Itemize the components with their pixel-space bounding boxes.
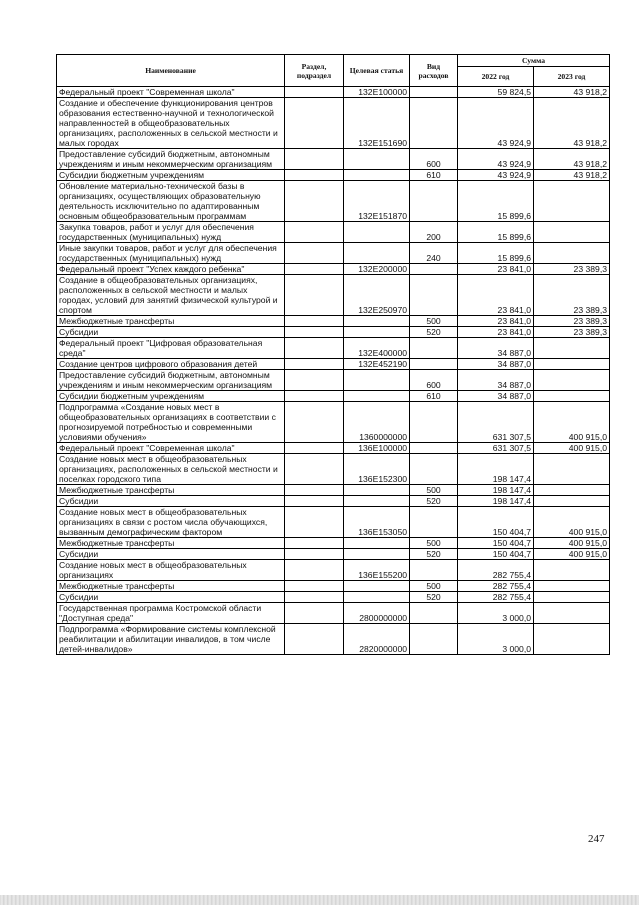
row-section bbox=[285, 149, 344, 170]
table-row bbox=[57, 485, 610, 496]
row-expense-type bbox=[410, 264, 458, 275]
row-sum-2023: 400 915,0 bbox=[534, 402, 610, 443]
row-sum-2022: 15 899,6 bbox=[458, 181, 534, 222]
header-year-2023: 2023 год bbox=[534, 67, 610, 87]
row-sum-2023 bbox=[534, 592, 610, 603]
row-name: Создание центров цифрового образования детей bbox=[57, 359, 285, 370]
header-sum: Сумма bbox=[458, 55, 610, 67]
row-expense-type: 500 bbox=[410, 538, 458, 549]
row-name: Субсидии бюджетным учреждениям bbox=[57, 170, 285, 181]
row-section bbox=[285, 485, 344, 496]
row-expense-type: 500 bbox=[410, 581, 458, 592]
row-expense-type bbox=[410, 181, 458, 222]
table-row bbox=[57, 507, 610, 538]
row-section bbox=[285, 560, 344, 581]
table-row bbox=[57, 581, 610, 592]
table-row bbox=[57, 316, 610, 327]
row-sum-2022: 34 887,0 bbox=[458, 359, 534, 370]
row-expense-type bbox=[410, 338, 458, 359]
row-expense-type bbox=[410, 359, 458, 370]
row-section bbox=[285, 181, 344, 222]
row-sum-2022: 198 147,4 bbox=[458, 485, 534, 496]
row-name: Межбюджетные трансферты bbox=[57, 538, 285, 549]
table-row bbox=[57, 391, 610, 402]
row-expense-type: 200 bbox=[410, 222, 458, 243]
row-expense-type: 240 bbox=[410, 243, 458, 264]
row-name: Федеральный проект "Современная школа" bbox=[57, 443, 285, 454]
header-name: Наименование bbox=[57, 55, 285, 87]
row-sum-2022: 150 404,7 bbox=[458, 549, 534, 560]
table-row bbox=[57, 275, 610, 316]
row-expense-type: 520 bbox=[410, 592, 458, 603]
table-row bbox=[57, 624, 610, 655]
row-sum-2022: 34 887,0 bbox=[458, 338, 534, 359]
row-name: Обновление материально-технической базы в организациях, осуществляющих образовательную деятельность исключительно по адаптированным основным общеобразовательным программам bbox=[57, 181, 285, 222]
row-section bbox=[285, 549, 344, 560]
row-section bbox=[285, 275, 344, 316]
row-expense-type: 520 bbox=[410, 549, 458, 560]
table-row bbox=[57, 149, 610, 170]
row-expense-type: 520 bbox=[410, 496, 458, 507]
table-row bbox=[57, 538, 610, 549]
row-name: Предоставление субсидий бюджетным, автономным учреждениям и иным некоммерческим организациям bbox=[57, 370, 285, 391]
row-name: Федеральный проект "Цифровая образовательная среда" bbox=[57, 338, 285, 359]
row-name: Создание в общеобразовательных организациях, расположенных в сельской местности и малых городах, условий для занятий физической культурой и спортом bbox=[57, 275, 285, 316]
row-sum-2022: 150 404,7 bbox=[458, 507, 534, 538]
row-expense-type bbox=[410, 603, 458, 624]
row-section bbox=[285, 581, 344, 592]
row-target: 132E151870 bbox=[344, 181, 410, 222]
table-row bbox=[57, 87, 610, 98]
row-name: Создание новых мест в общеобразовательных организациях bbox=[57, 560, 285, 581]
row-target bbox=[344, 327, 410, 338]
row-target bbox=[344, 592, 410, 603]
row-sum-2023: 400 915,0 bbox=[534, 507, 610, 538]
table-row bbox=[57, 443, 610, 454]
table-row bbox=[57, 327, 610, 338]
row-expense-type: 610 bbox=[410, 391, 458, 402]
header-expense-type: Вид расходов bbox=[410, 55, 458, 87]
row-name: Субсидии bbox=[57, 549, 285, 560]
row-sum-2023 bbox=[534, 359, 610, 370]
header-section: Раздел, подраздел bbox=[285, 55, 344, 87]
row-section bbox=[285, 592, 344, 603]
row-name: Межбюджетные трансферты bbox=[57, 316, 285, 327]
row-name: Иные закупки товаров, работ и услуг для обеспечения государственных (муниципальных) нужд bbox=[57, 243, 285, 264]
row-section bbox=[285, 496, 344, 507]
table-row bbox=[57, 222, 610, 243]
row-sum-2022: 150 404,7 bbox=[458, 538, 534, 549]
row-section bbox=[285, 359, 344, 370]
row-section bbox=[285, 391, 344, 402]
row-section bbox=[285, 402, 344, 443]
row-sum-2023: 23 389,3 bbox=[534, 275, 610, 316]
row-name: Создание новых мест в общеобразовательных организациях, расположенных в сельской местности и поселках городского типа bbox=[57, 454, 285, 485]
row-sum-2023 bbox=[534, 391, 610, 402]
row-section bbox=[285, 316, 344, 327]
row-section bbox=[285, 98, 344, 149]
header-target: Целевая статья bbox=[344, 55, 410, 87]
table-body bbox=[57, 87, 610, 655]
row-expense-type: 600 bbox=[410, 370, 458, 391]
row-sum-2023: 43 918,2 bbox=[534, 98, 610, 149]
row-sum-2022: 43 924,9 bbox=[458, 149, 534, 170]
row-sum-2023 bbox=[534, 560, 610, 581]
row-sum-2022: 15 899,6 bbox=[458, 222, 534, 243]
row-target: 132E100000 bbox=[344, 87, 410, 98]
row-expense-type bbox=[410, 507, 458, 538]
row-sum-2022: 282 755,4 bbox=[458, 592, 534, 603]
row-section bbox=[285, 243, 344, 264]
row-sum-2022: 23 841,0 bbox=[458, 327, 534, 338]
row-sum-2023 bbox=[534, 485, 610, 496]
row-target bbox=[344, 170, 410, 181]
row-target: 2800000000 bbox=[344, 603, 410, 624]
table-row bbox=[57, 243, 610, 264]
table-row bbox=[57, 560, 610, 581]
row-sum-2022: 23 841,0 bbox=[458, 316, 534, 327]
row-sum-2023 bbox=[534, 496, 610, 507]
row-target: 132E151690 bbox=[344, 98, 410, 149]
row-sum-2022: 34 887,0 bbox=[458, 391, 534, 402]
row-target: 136E100000 bbox=[344, 443, 410, 454]
row-name: Подпрограмма «Формирование системы комплексной реабилитации и абилитации инвалидов, в том числе детей-инвалидов» bbox=[57, 624, 285, 655]
row-expense-type bbox=[410, 443, 458, 454]
row-section bbox=[285, 443, 344, 454]
scan-edge-strip bbox=[0, 895, 639, 905]
row-section bbox=[285, 624, 344, 655]
row-sum-2022: 43 924,9 bbox=[458, 170, 534, 181]
row-sum-2023: 23 389,3 bbox=[534, 316, 610, 327]
table-row bbox=[57, 402, 610, 443]
row-expense-type: 500 bbox=[410, 485, 458, 496]
row-sum-2022: 23 841,0 bbox=[458, 275, 534, 316]
row-sum-2023 bbox=[534, 370, 610, 391]
row-sum-2023 bbox=[534, 181, 610, 222]
row-section bbox=[285, 264, 344, 275]
row-target: 132E200000 bbox=[344, 264, 410, 275]
row-name: Государственная программа Костромской области "Доступная среда" bbox=[57, 603, 285, 624]
row-section bbox=[285, 454, 344, 485]
table-row bbox=[57, 264, 610, 275]
row-sum-2022: 282 755,4 bbox=[458, 581, 534, 592]
row-sum-2023 bbox=[534, 454, 610, 485]
row-section bbox=[285, 87, 344, 98]
row-expense-type bbox=[410, 87, 458, 98]
row-sum-2022: 15 899,6 bbox=[458, 243, 534, 264]
row-sum-2023: 400 915,0 bbox=[534, 549, 610, 560]
row-sum-2022: 631 307,5 bbox=[458, 443, 534, 454]
table-row bbox=[57, 359, 610, 370]
row-target bbox=[344, 485, 410, 496]
row-expense-type bbox=[410, 454, 458, 485]
table-row bbox=[57, 454, 610, 485]
table-row bbox=[57, 98, 610, 149]
row-expense-type: 610 bbox=[410, 170, 458, 181]
table-row bbox=[57, 549, 610, 560]
row-sum-2023: 43 918,2 bbox=[534, 87, 610, 98]
row-sum-2022: 59 824,5 bbox=[458, 87, 534, 98]
row-name: Подпрограмма «Создание новых мест в общеобразовательных организациях в соответствии с прогнозируемой потребностью и современными условиями обучения» bbox=[57, 402, 285, 443]
row-section bbox=[285, 507, 344, 538]
row-target bbox=[344, 149, 410, 170]
row-section bbox=[285, 222, 344, 243]
row-sum-2023: 400 915,0 bbox=[534, 538, 610, 549]
row-target bbox=[344, 391, 410, 402]
table-row bbox=[57, 496, 610, 507]
row-name: Межбюджетные трансферты bbox=[57, 485, 285, 496]
row-section bbox=[285, 338, 344, 359]
row-section bbox=[285, 327, 344, 338]
row-target: 132E400000 bbox=[344, 338, 410, 359]
row-sum-2023: 23 389,3 bbox=[534, 264, 610, 275]
row-expense-type bbox=[410, 560, 458, 581]
row-sum-2023 bbox=[534, 243, 610, 264]
row-name: Создание новых мест в общеобразовательных организациях в связи с ростом числа обучающихся, вызванным демографическим фактором bbox=[57, 507, 285, 538]
row-name: Закупка товаров, работ и услуг для обеспечения государственных (муниципальных) нужд bbox=[57, 222, 285, 243]
row-expense-type bbox=[410, 98, 458, 149]
table-row bbox=[57, 592, 610, 603]
row-sum-2022: 3 000,0 bbox=[458, 624, 534, 655]
row-target bbox=[344, 243, 410, 264]
header-year-2022: 2022 год bbox=[458, 67, 534, 87]
row-sum-2023: 400 915,0 bbox=[534, 443, 610, 454]
row-expense-type bbox=[410, 624, 458, 655]
row-name: Федеральный проект "Современная школа" bbox=[57, 87, 285, 98]
budget-table bbox=[56, 54, 610, 655]
table-row bbox=[57, 181, 610, 222]
row-target bbox=[344, 496, 410, 507]
row-name: Субсидии бюджетным учреждениям bbox=[57, 391, 285, 402]
row-sum-2023: 43 918,2 bbox=[534, 149, 610, 170]
row-target bbox=[344, 370, 410, 391]
row-target: 1360000000 bbox=[344, 402, 410, 443]
table-row bbox=[57, 170, 610, 181]
row-name: Создание и обеспечение функционирования центров образования естественно-научной и технологической направленностей в общеобразовательных организациях, расположенных в сельской местности и малых городах bbox=[57, 98, 285, 149]
row-expense-type: 520 bbox=[410, 327, 458, 338]
row-sum-2022: 23 841,0 bbox=[458, 264, 534, 275]
row-expense-type: 600 bbox=[410, 149, 458, 170]
row-sum-2023 bbox=[534, 603, 610, 624]
row-name: Субсидии bbox=[57, 496, 285, 507]
row-target: 136E155200 bbox=[344, 560, 410, 581]
row-sum-2022: 198 147,4 bbox=[458, 496, 534, 507]
row-section bbox=[285, 370, 344, 391]
row-target: 2820000000 bbox=[344, 624, 410, 655]
row-section bbox=[285, 603, 344, 624]
row-target: 132E452190 bbox=[344, 359, 410, 370]
row-name: Субсидии bbox=[57, 592, 285, 603]
table-header bbox=[57, 55, 610, 87]
row-sum-2022: 43 924,9 bbox=[458, 98, 534, 149]
row-target: 136E153050 bbox=[344, 507, 410, 538]
row-sum-2022: 198 147,4 bbox=[458, 454, 534, 485]
row-sum-2023: 23 389,3 bbox=[534, 327, 610, 338]
row-section bbox=[285, 170, 344, 181]
row-sum-2023 bbox=[534, 222, 610, 243]
row-sum-2022: 3 000,0 bbox=[458, 603, 534, 624]
row-expense-type: 500 bbox=[410, 316, 458, 327]
row-sum-2022: 34 887,0 bbox=[458, 370, 534, 391]
row-sum-2023: 43 918,2 bbox=[534, 170, 610, 181]
row-target bbox=[344, 581, 410, 592]
row-section bbox=[285, 538, 344, 549]
row-target bbox=[344, 549, 410, 560]
table-row bbox=[57, 603, 610, 624]
row-target bbox=[344, 222, 410, 243]
row-target: 132E250970 bbox=[344, 275, 410, 316]
row-name: Предоставление субсидий бюджетным, автономным учреждениям и иным некоммерческим организациям bbox=[57, 149, 285, 170]
row-name: Субсидии bbox=[57, 327, 285, 338]
row-name: Межбюджетные трансферты bbox=[57, 581, 285, 592]
table-row bbox=[57, 338, 610, 359]
row-sum-2023 bbox=[534, 581, 610, 592]
row-sum-2022: 282 755,4 bbox=[458, 560, 534, 581]
row-sum-2023 bbox=[534, 338, 610, 359]
row-name: Федеральный проект "Успех каждого ребенка" bbox=[57, 264, 285, 275]
row-sum-2023 bbox=[534, 624, 610, 655]
row-expense-type bbox=[410, 275, 458, 316]
row-target: 136E152300 bbox=[344, 454, 410, 485]
table-row bbox=[57, 370, 610, 391]
row-target bbox=[344, 538, 410, 549]
row-sum-2022: 631 307,5 bbox=[458, 402, 534, 443]
page-number: 247 bbox=[588, 833, 605, 845]
row-target bbox=[344, 316, 410, 327]
row-expense-type bbox=[410, 402, 458, 443]
